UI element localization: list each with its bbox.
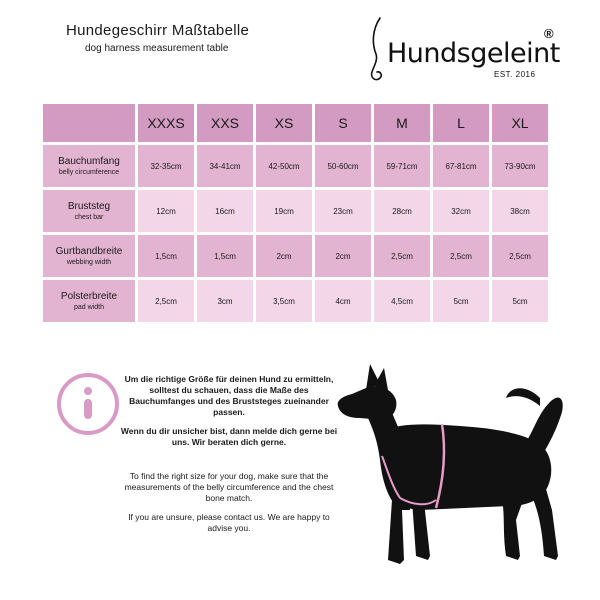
table-cell: 34-41cm <box>197 145 253 187</box>
size-l: L <box>433 104 489 142</box>
row-label-belly <box>43 145 135 187</box>
size-m: M <box>374 104 430 142</box>
info-text <box>118 374 340 542</box>
info-icon <box>56 372 120 436</box>
row-label-de: Bruststeg <box>67 200 111 212</box>
table-cell: 2cm <box>256 235 312 277</box>
page-subtitle: dog harness measurement table <box>85 43 229 54</box>
row-label-pad <box>43 280 135 322</box>
table-cell: 32-35cm <box>138 145 194 187</box>
row-label-en: belly circumference <box>58 168 120 176</box>
info-de-paragraph-1: Um die richtige Größe für deinen Hund zu ermitteln, solltest du schauen, dass die Maße des Bauchumfanges und des Bruststeges zueinander passen. <box>124 374 334 417</box>
table-cell: 4cm <box>315 280 371 322</box>
table-cell: 16cm <box>197 190 253 232</box>
table-cell: 5cm <box>433 280 489 322</box>
page-title: Hundegeschirr Maßtabelle <box>66 22 250 39</box>
table-row-webbing <box>43 235 548 277</box>
table-cell: 2,5cm <box>138 280 194 322</box>
table-cell: 2,5cm <box>374 235 430 277</box>
info-de-paragraph-2: Wenn du dir unsicher bist, dann melde dich gerne bei uns. Wir beraten dich gerne. <box>120 426 338 447</box>
size-header-row <box>43 104 548 142</box>
row-label-de: Polsterbreite <box>60 290 118 302</box>
table-cell: 28cm <box>374 190 430 232</box>
table-cell: 38cm <box>492 190 548 232</box>
row-label-en: pad width <box>74 303 104 311</box>
size-table <box>40 101 551 325</box>
table-row-pad <box>43 280 548 322</box>
table-cell: 42-50cm <box>256 145 312 187</box>
table-row-chest <box>43 190 548 232</box>
brand-est: EST. 2016 <box>494 70 536 79</box>
table-cell: 67-81cm <box>433 145 489 187</box>
size-xxxs: XXXS <box>138 104 194 142</box>
registered-mark: ® <box>544 26 554 41</box>
table-cell: 2,5cm <box>492 235 548 277</box>
brand-name: Hundsgeleint <box>387 38 560 69</box>
row-label-chest <box>43 190 135 232</box>
table-cell: 12cm <box>138 190 194 232</box>
table-cell: 1,5cm <box>138 235 194 277</box>
row-label-de: Gurtbandbreite <box>55 245 123 257</box>
size-xxs: XXS <box>197 104 253 142</box>
info-en-paragraph-2: If you are unsure, please contact us. We are happy to advise you. <box>128 512 330 533</box>
size-xl: XL <box>492 104 548 142</box>
table-cell: 5cm <box>492 280 548 322</box>
row-label-de: Bauchumfang <box>58 155 120 167</box>
row-label-en: webbing width <box>66 258 112 266</box>
table-cell: 50-60cm <box>315 145 371 187</box>
table-cell: 3,5cm <box>256 280 312 322</box>
table-cell: 19cm <box>256 190 312 232</box>
brand-logo <box>366 14 566 86</box>
table-cell: 3cm <box>197 280 253 322</box>
table-cell: 2,5cm <box>433 235 489 277</box>
row-label-webbing <box>43 235 135 277</box>
table-cell: 23cm <box>315 190 371 232</box>
table-cell: 4,5cm <box>374 280 430 322</box>
table-cell: 73-90cm <box>492 145 548 187</box>
table-cell: 1,5cm <box>197 235 253 277</box>
dog-silhouette-image <box>330 360 570 580</box>
table-cell: 2cm <box>315 235 371 277</box>
info-en-paragraph-1: To find the right size for your dog, make sure that the measurements of the belly circumference and the chest bone match. <box>124 471 334 503</box>
table-cell: 59-71cm <box>374 145 430 187</box>
size-s: S <box>315 104 371 142</box>
row-label-en: chest bar <box>74 213 104 221</box>
table-cell: 32cm <box>433 190 489 232</box>
table-row-belly <box>43 145 548 187</box>
size-xs: XS <box>256 104 312 142</box>
table-corner <box>43 104 135 142</box>
